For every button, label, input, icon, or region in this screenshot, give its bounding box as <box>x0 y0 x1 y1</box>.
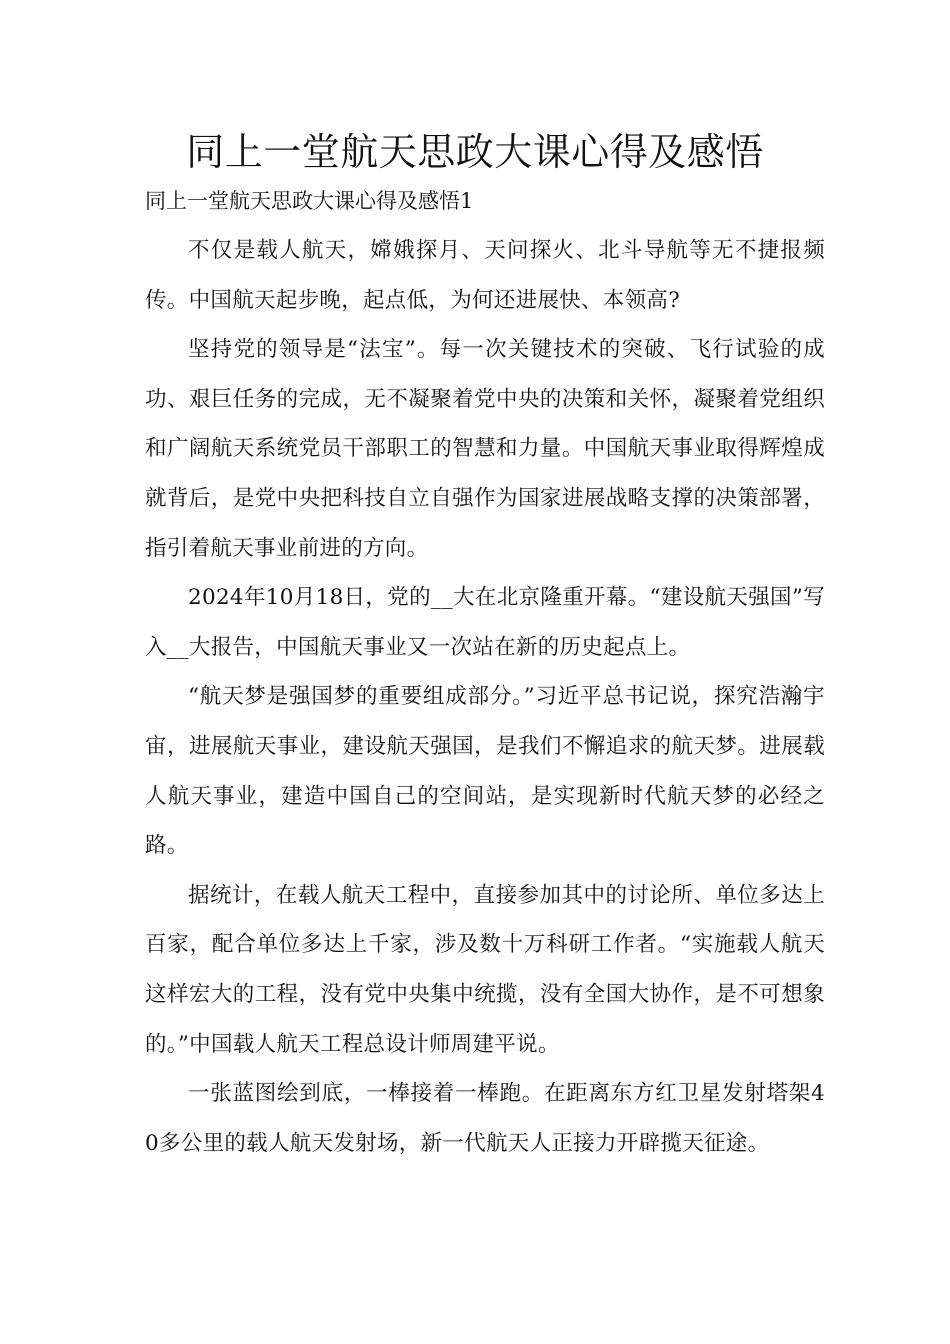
document-title: 同上一堂航天思政大课心得及感悟 <box>186 130 764 174</box>
paragraph: 坚持党的领导是“法宝”。每一次关键技术的突破、飞行试验的成功、艰巨任务的完成，无不凝聚着党中央的决策和关怀，凝聚着党组织和广阔航天系统党员干部职工的智慧和力量。中国航天事业取得辉煌成就背后，是党中央把科技自立自强作为国家进展战略支撑的决策部署，指引着航天事业前进的方向。 <box>145 337 825 561</box>
paragraph: 2024年10月18日，党的__大在北京隆重开幕。“建设航天强国”写入__大报告，中国航天事业又一次站在新的历史起点上。 <box>145 585 825 660</box>
document-body <box>145 226 825 1168</box>
paragraph: 据统计，在载人航天工程中，直接参加其中的讨论所、单位多达上百家，配合单位多达上千家，涉及数十万科研工作者。“实施载人航天这样宏大的工程，没有党中央集中统揽，没有全国大协作，是不可想象的。”中国载人航天工程总设计师周建平说。 <box>145 882 825 1057</box>
paragraph: 不仅是载人航天，嫦娥探月、天问探火、北斗导航等无不捷报频传。中国航天起步晚，起点低，为何还进展快、本领高? <box>145 238 825 313</box>
paragraph: 一张蓝图绘到底，一棒接着一棒跑。在距离东方红卫星发射塔架40多公里的载人航天发射场，新一代航天人正接力开辟揽天征途。 <box>145 1081 825 1156</box>
paragraph: “航天梦是强国梦的重要组成部分。”习近平总书记说，探究浩瀚宇宙，进展航天事业，建设航天强国，是我们不懈追求的航天梦。进展载人航天事业，建造中国自己的空间站，是实现新时代航天梦的必经之路。 <box>145 684 825 859</box>
document-subtitle: 同上一堂航天思政大课心得及感悟1 <box>145 189 474 213</box>
